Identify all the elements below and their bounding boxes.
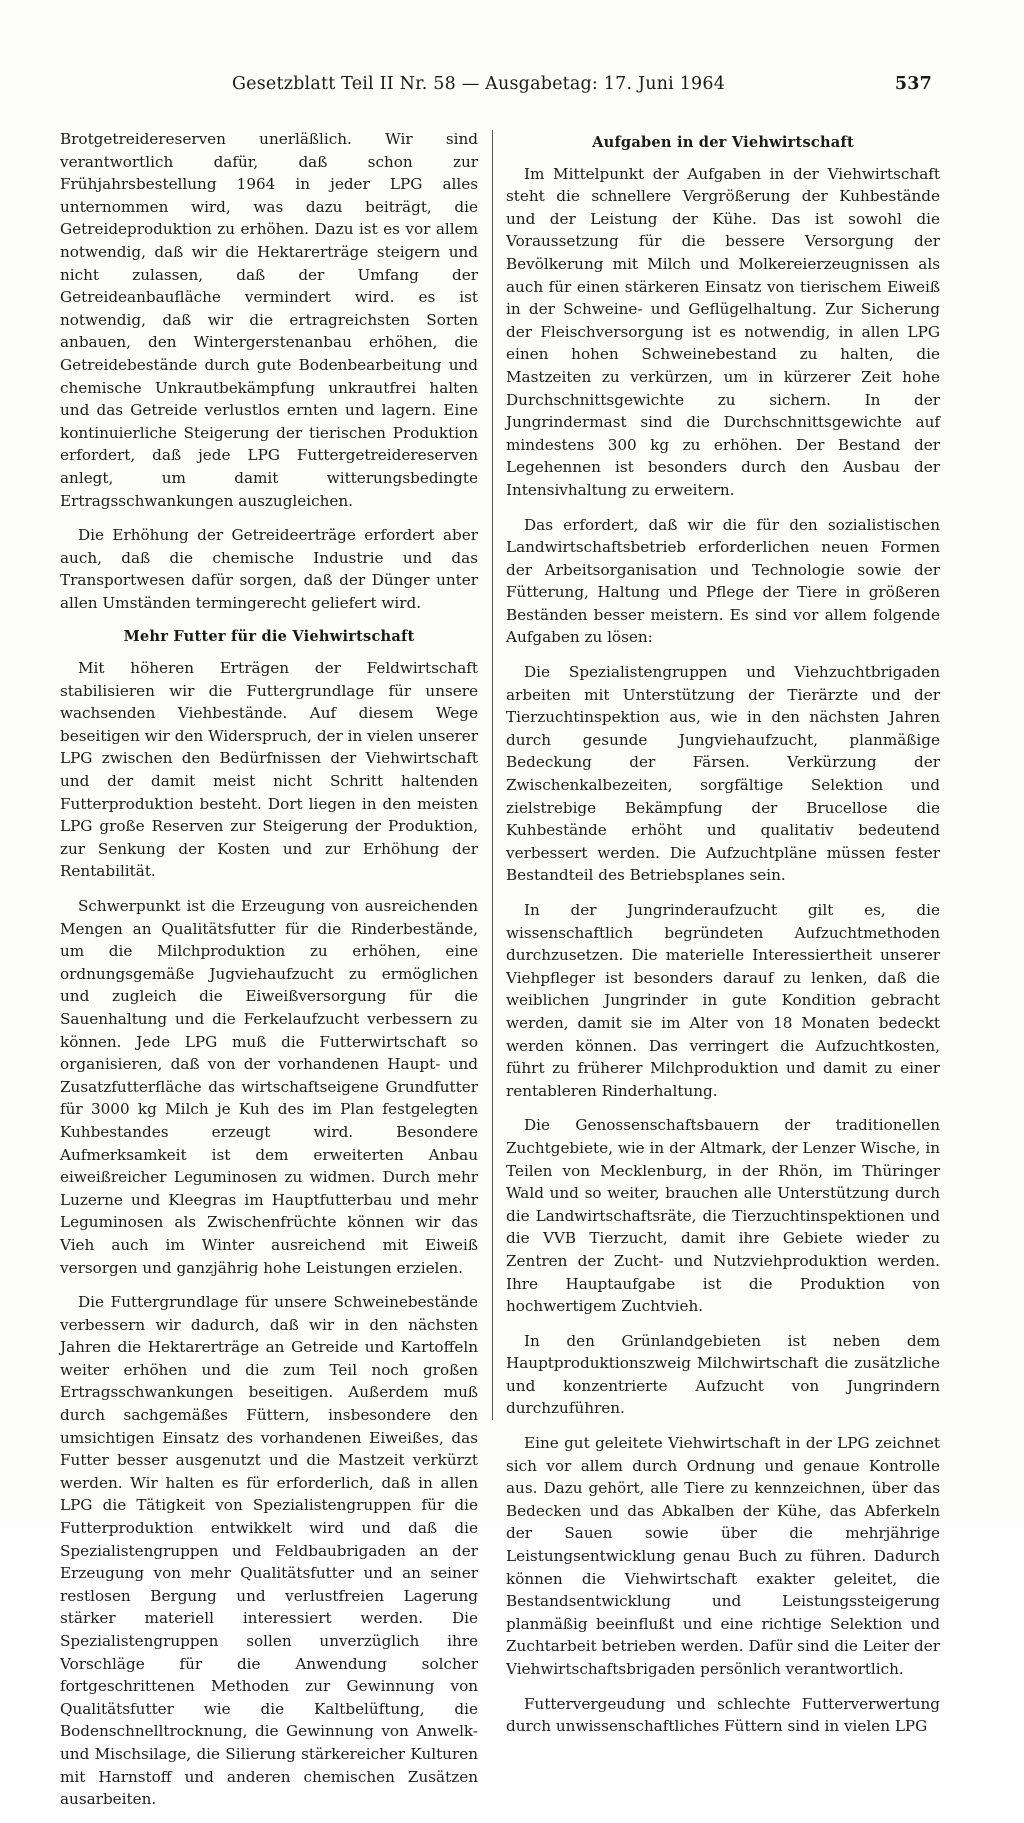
paragraph: Die Genossenschaftsbauern der traditionellen Zuchtgebiete, wie in der Altmark, der Lenzer Wische, in Teilen von Mecklenburg, in der Rhön, im Thüringer Wald und so weiter, brauchen alle Unterstützung durch die Landwirtschaftsräte, die Tierzuchtinspektionen und die VVB Tierzucht, damit ihre Gebiete wieder zu Zentren der Zucht- und Nutzviehproduktion werden. Ihre Hauptaufgabe ist die Produktion von hochwertigem Zuchtvieh. [506,1116,940,1316]
section-heading: Aufgaben in der Viehwirtschaft [592,134,854,151]
left-column [60,128,478,1823]
paragraph: Brotgetreidereserven unerläßlich. Wir sind verantwortlich dafür, daß schon zur Frühjahrsbestellung 1964 in jeder LPG alles unternommen wird, was dazu beiträgt, die Getreideproduktion zu erhöhen. Dazu ist es vor allem notwendig, daß wir die Hektarerträge steigern und nicht zulassen, daß der Umfang der Getreideanbaufläche vermindert wird. es ist notwendig, daß wir die ertragreichsten Sorten anbauen, den Wintergerstenanbau erhöhen, die Getreidebestände durch gute Bodenbearbeitung und chemische Unkrautbekämpfung unkrautfrei halten und das Getreide verlustlos ernten und lagern. Eine kontinuierliche Steigerung der tierischen Produktion erfordert, daß jede LPG Futtergetreidereserven anlegt, um damit witterungsbedingte Ertragsschwankungen auszugleichen. [60,130,478,510]
page-header [232,74,932,104]
page-number: 537 [894,74,932,94]
paragraph: Die Spezialistengruppen und Viehzuchtbrigaden arbeiten mit Unterstützung der Tierärzte und der Tierzuchtinspektion aus, wie in den nächsten Jahren durch gesunde Jungviehaufzucht, planmäßige Bedeckung der Färsen. Verkürzung der Zwischenkalbezeiten, sorgfältige Selektion und zielstrebige Bekämpfung der Brucellose die Kuhbestände erhöht und qualitativ bedeutend verbessert werden. Die Aufzuchtpläne müssen fester Bestandteil des Betriebsplanes sein. [506,663,940,885]
paragraph: Im Mittelpunkt der Aufgaben in der Viehwirtschaft steht die schnellere Vergrößerung der Kuhbestände und der Leistung der Kühe. Das ist sowohl die Voraussetzung für die bessere Versorgung der Bevölkerung mit Milch und Molkereierzeugnissen als auch für einen stärkeren Einsatz von tierischem Eiweiß in der Schweine- und Geflügelhaltung. Zur Sicherung der Fleischversorgung ist es notwendig, in allen LPG einen hohen Schweinebestand zu halten, die Mastzeiten zu verkürzen, um in kürzerer Zeit hohe Durchschnittsgewichte zu sichern. In der Jungrindermast sind die Durchschnittsgewichte auf mindestens 300 kg zu erhöhen. Der Bestand der Legehennen ist besonders durch den Ausbau der Intensivhaltung zu erweitern. [506,164,940,499]
column-divider [492,130,493,1420]
paragraph: Schwerpunkt ist die Erzeugung von ausreichenden Mengen an Qualitätsfutter für die Rinderbestände, um die Milchproduktion zu erhöhen, eine ordnungsgemäße Jugviehaufzucht zu ermöglichen und zugleich die Eiweißversorgung für die Sauenhaltung und die Ferkelaufzucht verbessern zu können. Jede LPG muß die Futterwirtschaft so organisieren, daß von der vorhandenen Haupt- und Zusatzfutterfläche das wirtschaftseigene Grundfutter für 3000 kg Milch je Kuh des im Plan festgelegten Kuhbestandes erzeugt wird. Besondere Aufmerksamkeit ist dem erweiterten Anbau eiweißreicher Leguminosen zu widmen. Durch mehr Luzerne und Kleegras im Hauptfutterbau und mehr Leguminosen als Zwischenfrüchte können wir das Vieh auch im Winter ausreichend mit Eiweiß versorgen und ganzjährig hohe Leistungen erzielen. [60,897,478,1277]
section-heading: Mehr Futter für die Viehwirtschaft [123,628,415,646]
paragraph: Die Erhöhung der Getreideerträge erfordert aber auch, daß die chemische Industrie und das Transportwesen dafür sorgen, daß der Dünger unter allen Umständen termingerecht geliefert wird. [60,526,478,612]
header-title: Gesetzblatt Teil II Nr. 58 — Ausgabetag: 17. Juni 1964 [232,74,726,94]
paragraph: Mit höheren Erträgen der Feldwirtschaft stabilisieren wir die Futtergrundlage für unsere wachsenden Viehbestände. Auf diesem Wege beseitigen wir den Widerspruch, der in vielen unserer LPG zwischen den Bedürfnissen der Viehwirtschaft und der damit meist nicht Schritt haltenden Futterproduktion besteht. Dort liegen in den meisten LPG große Reserven zur Steigerung der Produktion, zur Senkung der Kosten und zur Erhöhung der Rentabilität. [60,659,478,881]
paragraph: Eine gut geleitete Viehwirtschaft in der LPG zeichnet sich vor allem durch Ordnung und genaue Kontrolle aus. Dazu gehört, alle Tiere zu kennzeichnen, über das Bedecken und das Abkalben der Kühe, das Abferkeln der Sauen sowie über die mehrjährige Leistungsentwicklung genau Buch zu führen. Dadurch können die Viehwirtschaft exakter geleitet, die Bestandsentwicklung und Leistungssteigerung planmäßig beeinflußt und eine richtige Selektion und Zuchtarbeit betrieben werden. Dafür sind die Leiter der Viehwirtschaftsbrigaden persönlich verantwortlich. [506,1434,940,1678]
paragraph: In den Grünlandgebieten ist neben dem Hauptproduktionszweig Milchwirtschaft die zusätzliche und konzentrierte Aufzucht von Jungrindern durchzuführen. [506,1331,940,1418]
paragraph: Das erfordert, daß wir die für den sozialistischen Landwirtschaftsbetrieb erforderlichen neuen Formen der Arbeitsorganisation und Technologie sowie der Fütterung, Haltung und Pflege der Tiere in größeren Beständen besser meistern. Es sind vor allem folgende Aufgaben zu lösen: [506,515,940,647]
paragraph: Futtervergeudung und schlechte Futterverwertung durch unwissenschaftliches Füttern sind in vielen LPG [506,1694,940,1736]
right-column [506,128,940,1750]
paragraph: Die Futtergrundlage für unsere Schweinebestände verbessern wir dadurch, daß wir in den nächsten Jahren die Hektarerträge an Getreide und Kartoffeln weiter erhöhen und die zum Teil noch großen Ertragsschwankungen beseitigen. Außerdem muß durch sachgemäßes Füttern, insbesondere den umsichtigen Einsatz des vorhandenen Eiweißes, das Futter besser ausgenutzt und die Mastzeit verkürzt werden. Wir halten es für erforderlich, daß in allen LPG die Tätigkeit von Spezialistengruppen für die Futterproduktion entwikkelt wird und daß die Spezialistengruppen und Feldbaubrigaden an der Erzeugung von mehr Qualitätsfutter und an seiner restlosen Bergung und verlustfreien Lagerung stärker materiell interessiert werden. Die Spezialistengruppen sollen unverzüglich ihre Vorschläge für die Anwendung solcher fortgeschrittenen Methoden zur Gewinnung von Qualitätsfutter wie die Kaltbelüftung, die Bodenschnelltrocknung, die Gewinnung von Anwelk- und Mischsilage, die Silierung stärkereicher Kulturen mit Harnstoff und anderen chemischen Zusätzen ausarbeiten. [60,1293,478,1809]
paragraph: In der Jungrinderaufzucht gilt es, die wissenschaftlich begründeten Aufzuchtmethoden durchzusetzen. Die materielle Interessiertheit unserer Viehpfleger ist besonders darauf zu lenken, daß die weiblichen Jungrinder in gute Kondition gebracht werden, damit sie im Alter von 18 Monaten bedeckt werden können. Das verringert die Aufzuchtkosten, führt zu früherer Milchproduktion und damit zu einer rentableren Rinderhaltung. [506,901,940,1100]
